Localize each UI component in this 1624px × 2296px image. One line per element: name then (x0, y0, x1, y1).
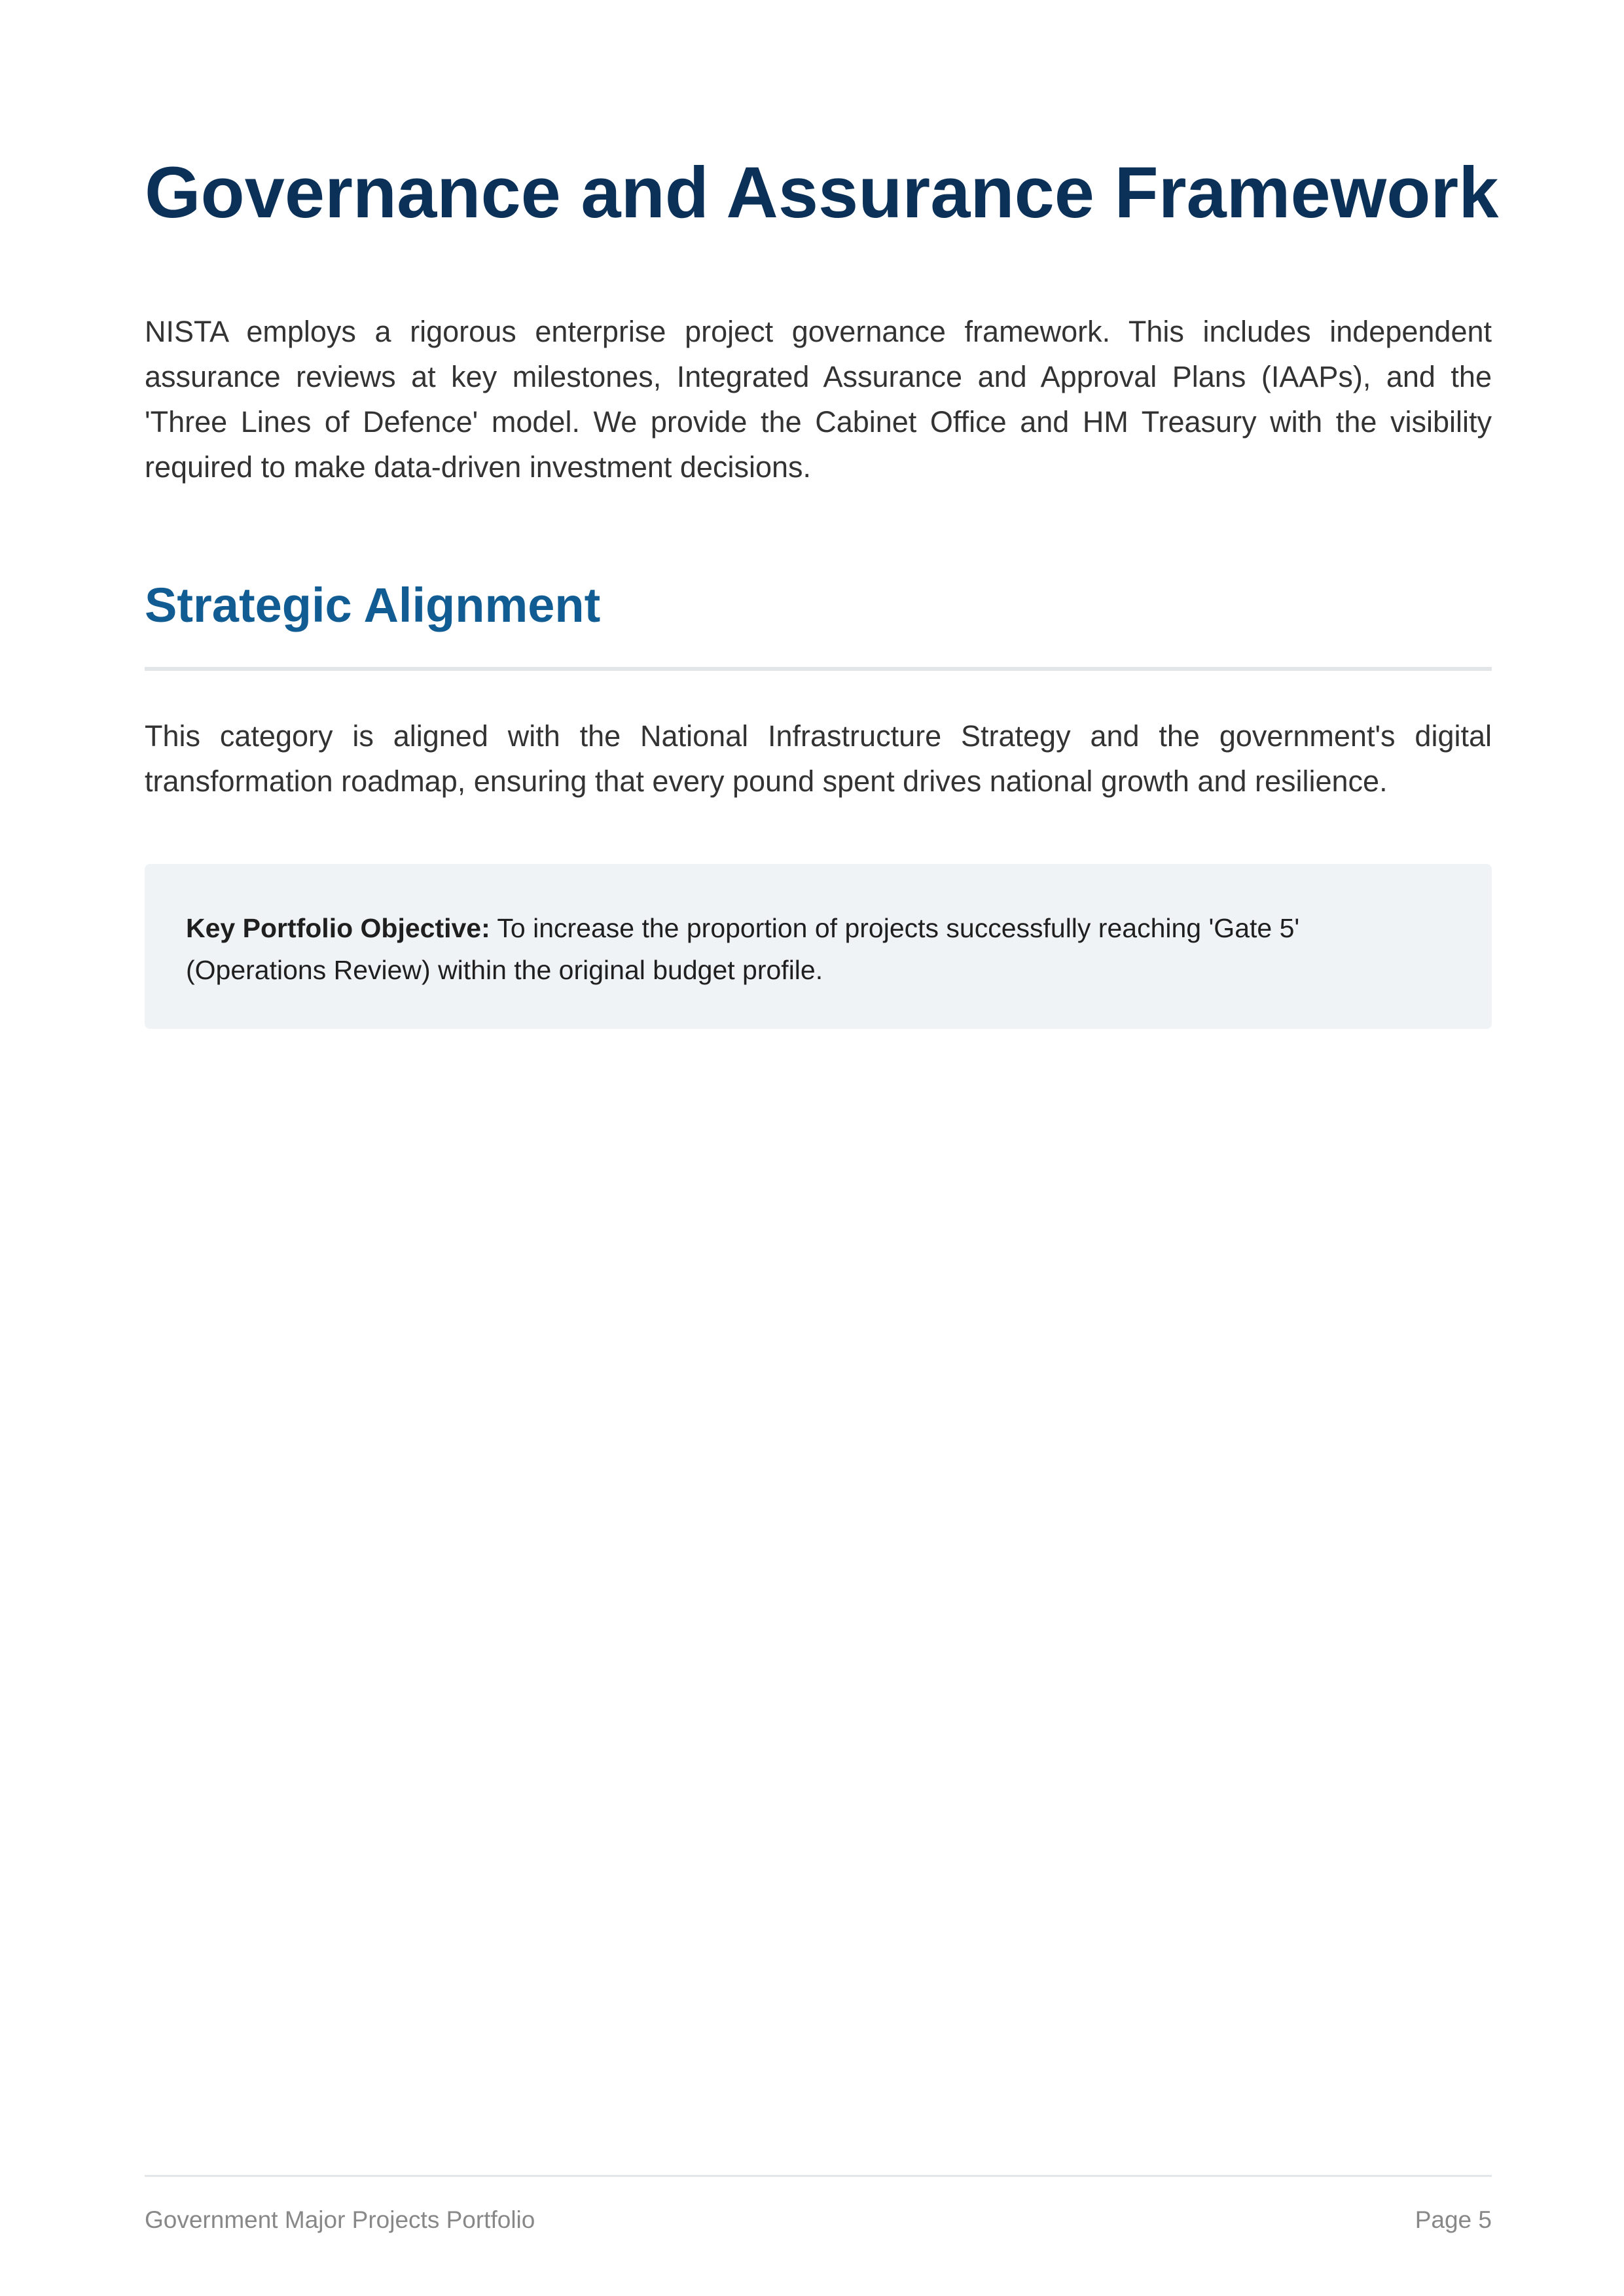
callout-body: To increase the proportion of projects successfully reaching 'Gate 5' (Operations Review) within the original budget profile. (186, 913, 1300, 985)
section-divider (145, 667, 1492, 671)
page-title: Governance and Assurance Framework (145, 152, 1499, 233)
section-paragraph: This category is aligned with the National Infrastructure Strategy and the government's digital transformation roadmap, ensuring that every pound spent drives national growth and resilience. (145, 719, 1492, 798)
callout-text (186, 907, 1308, 991)
objective-callout (145, 864, 1492, 1029)
footer-document-title: Government Major Projects Portfolio (145, 2206, 535, 2233)
callout-label: Key Portfolio Objective: (186, 913, 490, 943)
footer-page-number: Page 5 (1415, 2206, 1492, 2233)
section-heading: Strategic Alignment (145, 578, 601, 632)
footer-divider (145, 2175, 1492, 2177)
intro-paragraph: NISTA employs a rigorous enterprise project governance framework. This includes independent assurance reviews at key milestones, Integrated Assurance and Approval Plans (IAAPs), and the 'Three Lines of Defence' model. We provide the Cabinet Office and HM Treasury with the visibility required to make data-driven investment decisions. (145, 315, 1492, 484)
document-page (145, 0, 1499, 2296)
